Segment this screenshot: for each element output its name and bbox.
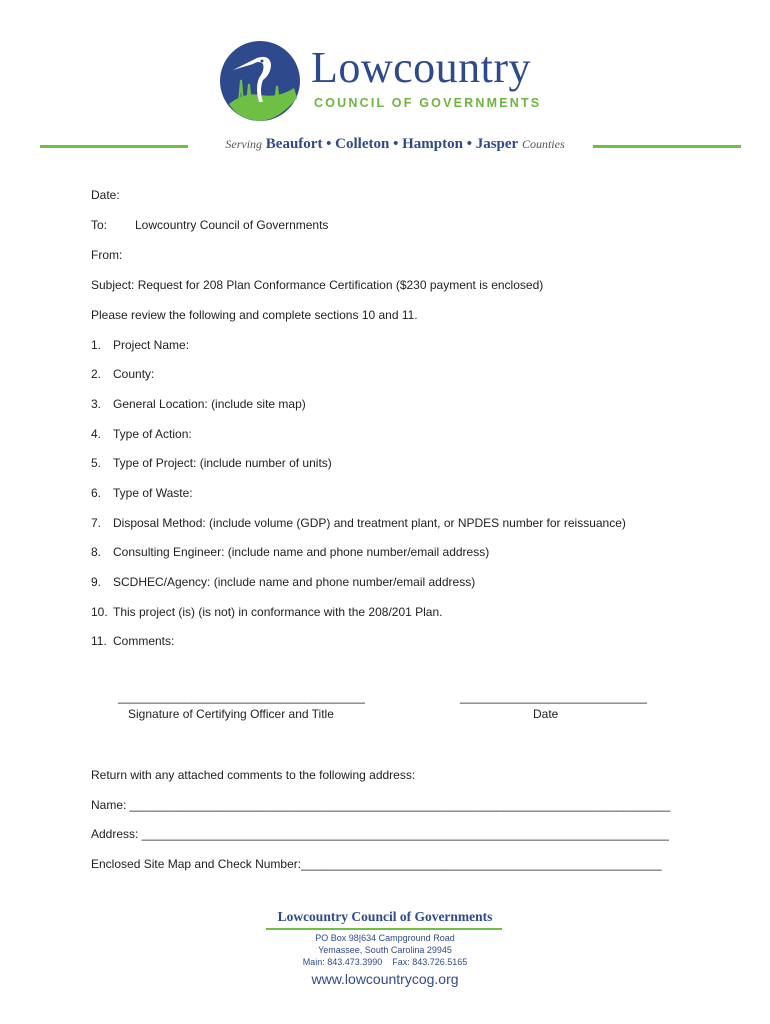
footer-address-1: PO Box 98|634 Campground Road	[315, 933, 455, 943]
counties-list: Beaufort • Colleton • Hampton • Jasper	[265, 136, 519, 152]
footer-phones: Main: 843.473.3990 Fax: 843.726.5165	[302, 957, 468, 967]
header-rule-right	[593, 145, 741, 148]
heron-logo-icon	[219, 40, 301, 122]
list-item: 7. Disposal Method: (include volume (GDP) and treatment plant, or NPDES number for reissuance)	[91, 516, 626, 530]
list-item: 2. County:	[91, 367, 155, 381]
list-item: 1. Project Name:	[91, 338, 190, 352]
logo-wordmark: Lowcountry	[311, 43, 532, 92]
list-item: 4. Type of Action:	[91, 427, 192, 441]
signature-line[interactable]: _____________________________________	[118, 690, 365, 704]
list-item: 6. Type of Waste:	[91, 486, 193, 500]
list-item: 8. Consulting Engineer: (include name and phone number/email address)	[91, 545, 490, 559]
footer-rule	[266, 928, 502, 930]
list-item: 9. SCDHEC/Agency: (include name and phone number/email address)	[91, 575, 476, 589]
address-field[interactable]: Address: _______________________________________________________________________________	[91, 827, 669, 841]
to-row	[91, 218, 691, 232]
signature-label: Signature of Certifying Officer and Title	[128, 707, 334, 721]
enclosed-check-field[interactable]: Enclosed Site Map and Check Number:______________________________________________________	[91, 857, 662, 871]
date-label: Date:	[91, 188, 120, 202]
to-value: Lowcountry Council of Governments	[135, 218, 329, 232]
logo-subtitle: COUNCIL OF GOVERNMENTS	[314, 96, 542, 110]
date-signature-line[interactable]: ____________________________	[460, 690, 647, 704]
subject-line: Subject: Request for 208 Plan Conformance Certification ($230 payment is enclosed)	[91, 278, 544, 292]
footer-address-2: Yemassee, South Carolina 29945	[318, 945, 452, 955]
name-field[interactable]: Name: _________________________________________________________________________________	[91, 798, 671, 812]
serving-counties-banner	[204, 136, 586, 153]
list-item: 11. Comments:	[91, 634, 175, 648]
serving-prefix: Serving	[225, 137, 263, 151]
serving-suffix: Counties	[521, 137, 565, 151]
footer-org-name: Lowcountry Council of Governments	[277, 909, 493, 924]
from-label: From:	[91, 248, 123, 262]
list-item: 10. This project (is) (is not) in conformance with the 208/201 Plan.	[91, 605, 443, 619]
footer-website-link[interactable]: www.lowcountrycog.org	[311, 971, 459, 987]
organization-logo	[219, 40, 559, 130]
date-signature-label: Date	[533, 707, 559, 721]
intro-text: Please review the following and complete sections 10 and 11.	[91, 308, 418, 322]
header-rule-left	[40, 145, 188, 148]
return-instructions: Return with any attached comments to the following address:	[91, 768, 416, 782]
to-label: To:	[91, 218, 108, 232]
list-item: 3. General Location: (include site map)	[91, 397, 306, 411]
list-item: 5. Type of Project: (include number of units)	[91, 456, 332, 470]
